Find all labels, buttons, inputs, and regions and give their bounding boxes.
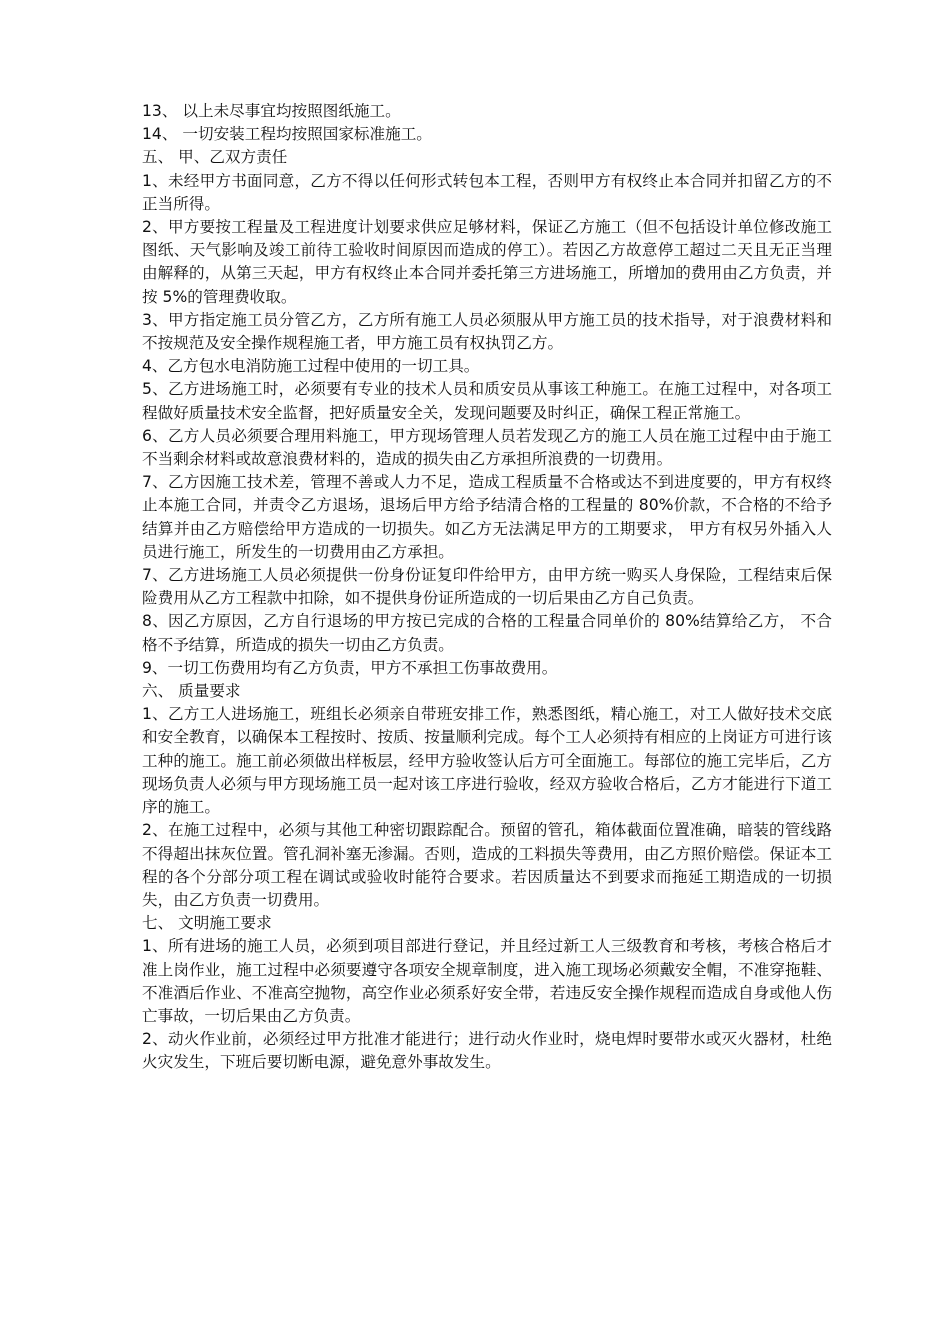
responsibility-7b: 7、乙方进场施工人员必须提供一份身份证复印件给甲方，由甲方统一购买人身保险，工程结束后保险费用从乙方工程款中扣除，如不提供身份证所造成的一切后果由乙方自己负责。 [142, 566, 832, 608]
quality-2: 2、在施工过程中，必须与其他工种密切跟踪配合。预留的管孔，箱体截面位置准确，暗装的管线路不得超出抹灰位置。管孔洞补塞无渗漏。否则，造成的工料损失等费用，由乙方照价赔偿。保证本工程的各个分部分项工程在调试或验收时能符合要求。若因质量达不到要求而拖延工期造成的一切损失，由乙方负责一切费用。 [142, 821, 832, 909]
responsibility-4: 4、乙方包水电消防施工过程中使用的一切工具。 [142, 357, 480, 376]
responsibility-7a: 7、乙方因施工技术差，管理不善或人力不足，造成工程质量不合格或达不到进度要的，甲方有权终止本施工合同，并责令乙方退场，退场后甲方给予结清合格的工程量的 80%价款，不合格的不给予结算并由乙方赔偿给甲方造成的一切损失。如乙方无法满足甲方的工期要求， 甲方有权另外插入人员进行施工，所发生的一切费用由乙方承担。 [142, 473, 832, 561]
responsibility-8: 8、因乙方原因，乙方自行退场的甲方按已完成的合格的工程量合同单价的 80%结算给乙方， 不合格不予结算，所造成的损失一切由乙方负责。 [142, 612, 832, 654]
responsibility-6: 6、乙方人员必须要合理用料施工，甲方现场管理人员若发现乙方的施工人员在施工过程中由于施工不当剩余材料或故意浪费材料的，造成的损失由乙方承担所浪费的一切费用。 [142, 426, 832, 469]
responsibility-3: 3、甲方指定施工员分管乙方，乙方所有施工人员必须服从甲方施工员的技术指导，对于浪费材料和不按规范及安全操作规程施工者，甲方施工员有权执罚乙方。 [142, 310, 832, 353]
section-heading-responsibilities: 五、 甲、乙双方责任 [142, 148, 288, 167]
section-heading-civilized-construction: 七、 文明施工要求 [142, 914, 272, 933]
responsibility-1: 1、未经甲方书面同意，乙方不得以任何形式转包本工程，否则甲方有权终止本合同并扣留乙方的不正当所得。 [142, 171, 832, 213]
document-page [142, 100, 832, 1075]
clause-13: 13、 以上未尽事宜均按照图纸施工。 [142, 102, 401, 120]
responsibility-2: 2、甲方要按工程量及工程进度计划要求供应足够材料，保证乙方施工（但不包括设计单位修改施工图纸、天气影响及竣工前待工验收时间原因而造成的停工）。若因乙方故意停工超过二天且无正当理由解释的，从第三天起，甲方有权终止本合同并委托第三方进场施工，所增加的费用由乙方负责，并按 5%的管理费收取。 [142, 218, 832, 306]
section-heading-quality: 六、 质量要求 [142, 682, 241, 701]
quality-1: 1、乙方工人进场施工，班组长必须亲自带班安排工作，熟悉图纸，精心施工，对工人做好技术交底和安全教育，以确保本工程按时、按质、按量顺利完成。每个工人必须持有相应的上岗证方可进行该工种的施工。施工前必须做出样板层，经甲方验收签认后方可全面施工。每部位的施工完毕后，乙方现场负责人必须与甲方现场施工员一起对该工序进行验收，经双方验收合格后，乙方才能进行下道工序的施工。 [142, 705, 832, 817]
clause-14: 14、 一切安装工程均按照国家标准施工。 [142, 125, 432, 144]
civilized-2: 2、动火作业前，必须经过甲方批准才能进行；进行动火作业时，烧电焊时要带水或灭火器材，杜绝火灾发生，下班后要切断电源，避免意外事故发生。 [142, 1030, 832, 1072]
civilized-1: 1、所有进场的施工人员，必须到项目部进行登记，并且经过新工人三级教育和考核，考核合格后才准上岗作业，施工过程中必须要遵守各项安全规章制度，进入施工现场必须戴安全帽，不准穿拖鞋、不准酒后作业、不准高空抛物，高空作业必须系好安全带，若违反安全操作规程而造成自身或他人伤亡事故，一切后果由乙方负责。 [142, 937, 832, 1025]
responsibility-5: 5、乙方进场施工时，必须要有专业的技术人员和质安员从事该工种施工。在施工过程中，对各项工程做好质量技术安全监督，把好质量安全关，发现问题要及时纠正，确保工程正常施工。 [142, 380, 832, 422]
responsibility-9: 9、一切工伤费用均有乙方负责，甲方不承担工伤事故费用。 [142, 658, 558, 677]
